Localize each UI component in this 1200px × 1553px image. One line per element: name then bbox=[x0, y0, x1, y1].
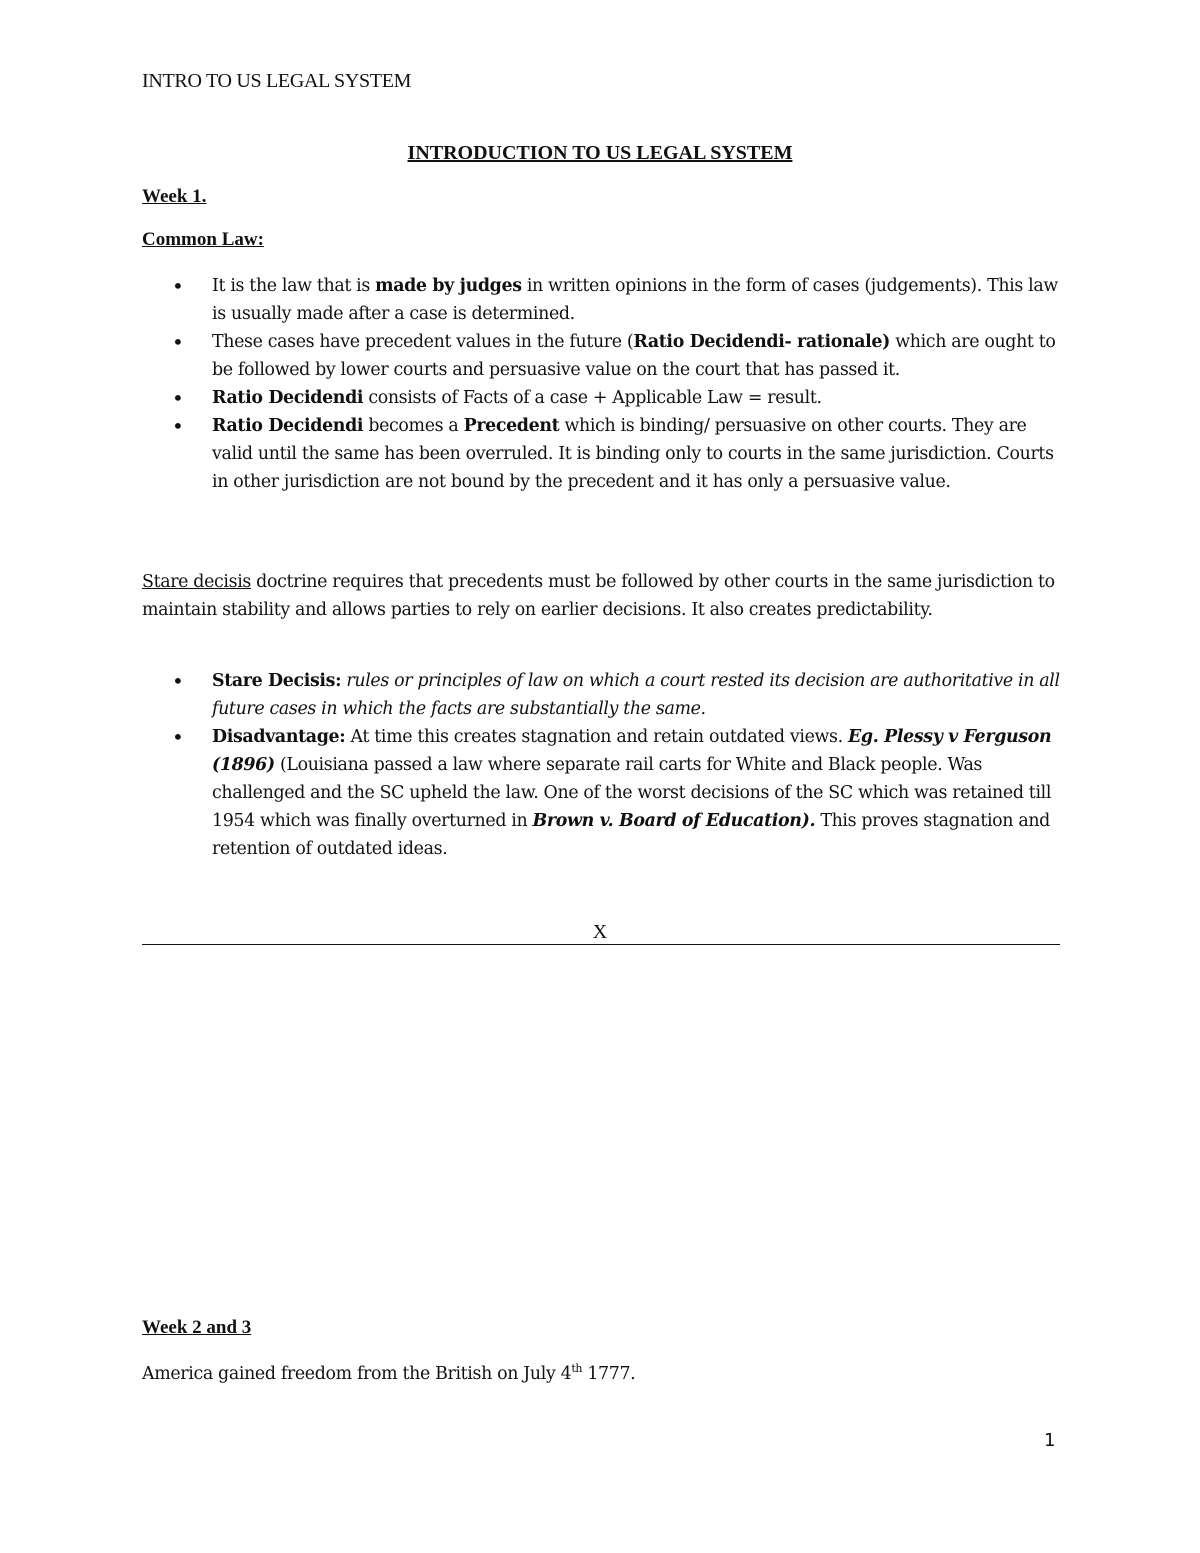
paragraph-text: America gained freedom from the British on July 4 bbox=[142, 1364, 572, 1384]
bullet-bold-text: Ratio Decidendi bbox=[212, 416, 364, 436]
page-number: 1 bbox=[1044, 1430, 1056, 1451]
ordinal-suffix: th bbox=[571, 1362, 583, 1376]
paragraph-text: 1777. bbox=[582, 1364, 636, 1384]
week-2-3-paragraph bbox=[142, 1360, 1062, 1388]
case-citation: Eg. Plessy v Ferguson (1896) bbox=[212, 727, 1052, 775]
bullet-text: This proves stagnation and retention of outdated ideas. bbox=[212, 811, 1050, 859]
list-item bbox=[142, 328, 1072, 384]
bullet-text: which are ought to be followed by lower courts and persuasive value on the court that has passed it. bbox=[212, 332, 1056, 380]
list-item bbox=[142, 412, 1072, 496]
bullet-bold-text: Precedent bbox=[463, 416, 560, 436]
bullet-text: These cases have precedent values in the future ( bbox=[212, 332, 634, 352]
bullet-bold-text: Ratio Decidendi- rationale) bbox=[633, 332, 891, 352]
list-item bbox=[142, 384, 1072, 412]
bullet-text: At time this creates stagnation and retain outdated views. bbox=[345, 727, 848, 747]
bullet-text: consists of Facts of a case + Applicable Law = result. bbox=[363, 388, 822, 408]
list-item bbox=[142, 272, 1072, 328]
bullet-text: becomes a bbox=[363, 416, 464, 436]
bullet-label: Disadvantage: bbox=[212, 727, 346, 747]
week-1-heading: Week 1. bbox=[142, 186, 207, 207]
list-item bbox=[142, 723, 1072, 863]
list-item bbox=[142, 667, 1072, 723]
stare-decisis-paragraph bbox=[142, 568, 1062, 624]
common-law-heading: Common Law: bbox=[142, 229, 264, 250]
section-divider-line bbox=[142, 944, 1060, 945]
bullet-italic-text: rules or principles of law on which a court rested its decision are authoritative in all future cases in which the facts are substantially the same. bbox=[212, 671, 1060, 719]
case-citation: Brown v. Board of Education). bbox=[532, 811, 816, 831]
bullet-bold-text: Ratio Decidendi bbox=[212, 388, 364, 408]
common-law-list bbox=[142, 272, 1072, 496]
paragraph-text: doctrine requires that precedents must be followed by other courts in the same jurisdiction to maintain stability and allows parties to rely on earlier decisions. It also creates predictability. bbox=[142, 572, 1055, 620]
bullet-label: Stare Decisis: bbox=[212, 671, 342, 691]
bullet-bold-text: made by judges bbox=[375, 276, 522, 296]
bullet-text: which is binding/ persuasive on other courts. They are valid until the same has been overruled. It is binding only to courts in the same jurisdiction. Courts in other jurisdiction are not bound by the precedent and it has only a persuasive value. bbox=[212, 416, 1054, 492]
bullet-text: in written opinions in the form of cases (judgements). This law is usually made after a case is determined. bbox=[212, 276, 1058, 324]
running-header: INTRO TO US LEGAL SYSTEM bbox=[142, 70, 412, 92]
bullet-text: (Louisiana passed a law where separate rail carts for White and Black people. Was challenged and the SC upheld the law. One of the worst decisions of the SC which was retained till 1954 which was finally overturned in bbox=[212, 755, 1052, 831]
document-title: INTRODUCTION TO US LEGAL SYSTEM bbox=[407, 142, 793, 164]
stare-decisis-list bbox=[142, 667, 1072, 863]
stare-decisis-term: Stare decisis bbox=[142, 572, 251, 592]
bullet-text: It is the law that is bbox=[212, 276, 376, 296]
week-2-3-heading: Week 2 and 3 bbox=[142, 1317, 252, 1338]
section-divider-mark: X bbox=[592, 921, 608, 943]
